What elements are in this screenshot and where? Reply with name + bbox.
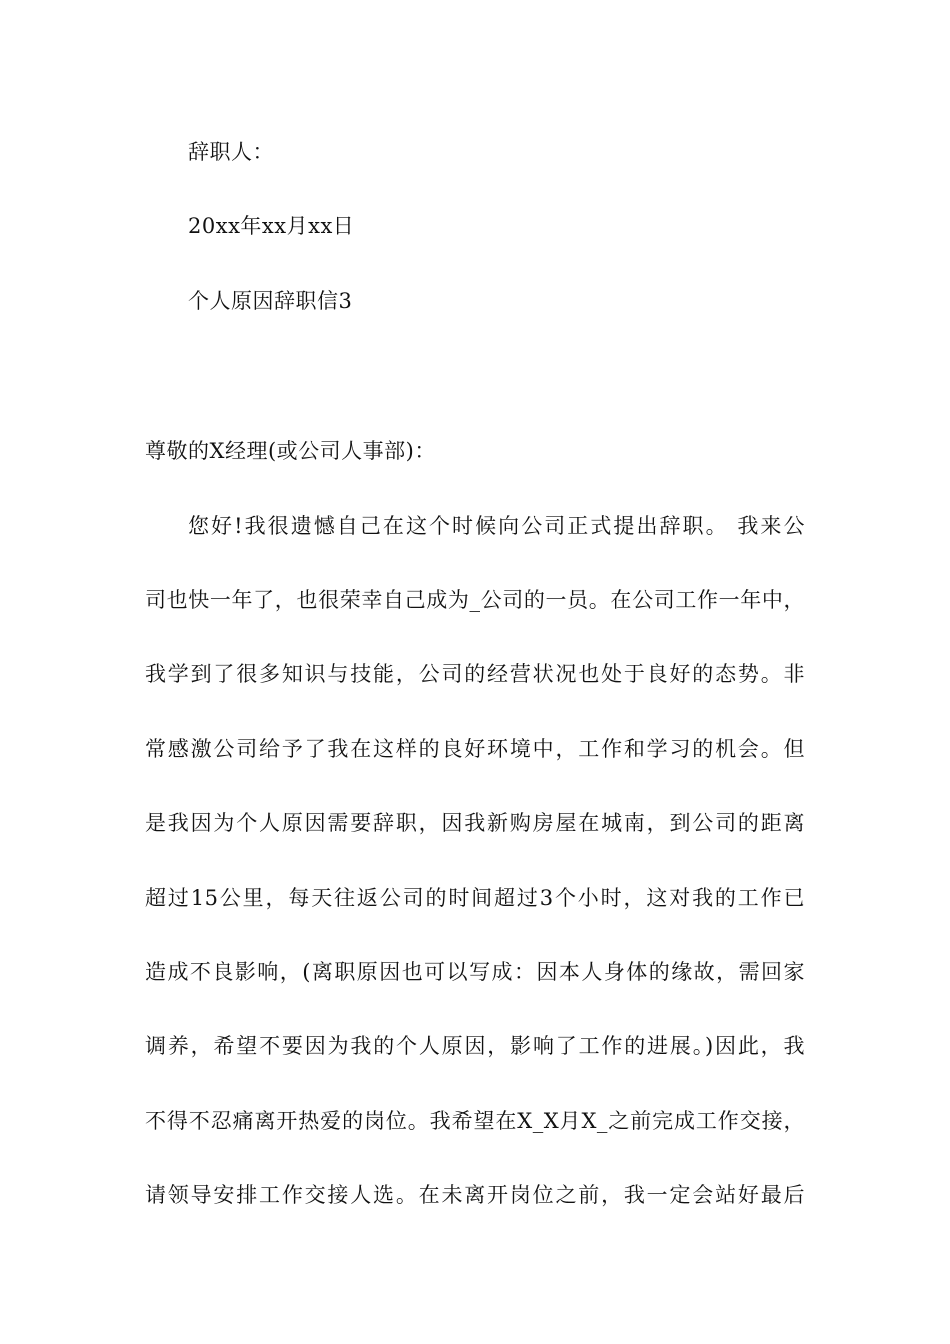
resigner-label: 辞职人：: [188, 140, 274, 164]
salutation: 尊敬的X经理(或公司人事部)：: [145, 439, 436, 463]
body-line: 常感激公司给予了我在这样的良好环境中，工作和学习的机会。但: [145, 737, 805, 761]
letter-title: 个人原因辞职信3: [188, 289, 353, 313]
body-line: 我学到了很多知识与技能，公司的经营状况也处于良好的态势。非: [145, 662, 805, 686]
body-line: 造成不良影响，(离职原因也可以写成：因本人身体的缘故，需回家: [145, 960, 805, 984]
body-line: 您好!我很遗憾自己在这个时候向公司正式提出辞职。 我来公: [188, 514, 805, 538]
body-line: 不得不忍痛离开热爱的岗位。我希望在X_X月X_之前完成工作交接，: [145, 1109, 805, 1133]
body-line: 请领导安排工作交接人选。在未离开岗位之前，我一定会站好最后: [145, 1183, 805, 1207]
signature-date: 20xx年xx月xx日: [188, 214, 355, 238]
body-line: 调养，希望不要因为我的个人原因，影响了工作的进展。)因此，我: [145, 1034, 805, 1058]
body-line: 司也快一年了，也很荣幸自己成为_公司的一员。在公司工作一年中，: [145, 588, 805, 612]
body-line: 是我因为个人原因需要辞职，因我新购房屋在城南，到公司的距离: [145, 811, 805, 835]
body-line: 超过15公里，每天往返公司的时间超过3个小时，这对我的工作已: [145, 886, 805, 910]
